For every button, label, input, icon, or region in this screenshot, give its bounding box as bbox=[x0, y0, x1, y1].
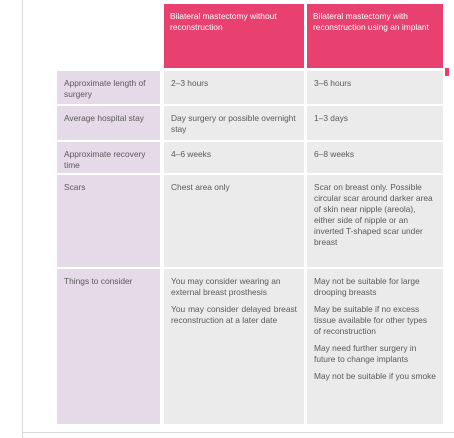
column-header-without-reconstruction bbox=[164, 4, 304, 68]
cell-text: You may consider wearing an external breast prosthesis bbox=[171, 276, 281, 297]
table-cell bbox=[307, 71, 443, 104]
cell-text: 6–8 weeks bbox=[314, 149, 355, 159]
header-text: Bilateral mastectomy with reconstruction using an implant bbox=[313, 11, 429, 32]
column-header-with-implant bbox=[307, 4, 443, 68]
left-border bbox=[22, 0, 23, 438]
row-label-text: Things to consider bbox=[64, 276, 133, 286]
table-cell bbox=[164, 106, 304, 140]
cell-text: May need further surgery in future to change implants bbox=[314, 343, 417, 364]
table-cell bbox=[307, 106, 443, 140]
cell-text: May not be suitable if you smoke bbox=[314, 371, 436, 381]
cell-text: Day surgery or possible overnight stay bbox=[171, 113, 296, 134]
table-cell bbox=[164, 71, 304, 104]
row-label-recovery-time bbox=[57, 142, 160, 173]
cell-text: 1–3 days bbox=[314, 113, 348, 123]
table-cell bbox=[164, 175, 304, 267]
cell-text: Chest area only bbox=[171, 182, 230, 192]
row-label-text: Approximate recovery time bbox=[64, 149, 146, 170]
table-cell bbox=[164, 142, 304, 173]
row-label-text: Scars bbox=[64, 182, 86, 192]
row-label-scars bbox=[57, 175, 160, 267]
row-label-hospital-stay bbox=[57, 106, 160, 140]
row-label-text: Average hospital stay bbox=[64, 113, 144, 123]
header-text: Bilateral mastectomy without reconstruction bbox=[170, 11, 277, 32]
table-cell bbox=[307, 175, 443, 267]
cell-text: Scar on breast only. Possible circular scar around darker area of skin near nipple (areola), either side of nipple or an inverted T-shaped scar under breast bbox=[314, 182, 433, 247]
cell-text: You may consider delayed breast reconstruction at a later date bbox=[171, 304, 297, 325]
row-label-things-to-consider bbox=[57, 269, 160, 424]
table-cell bbox=[307, 269, 443, 424]
header-accent-bar bbox=[445, 68, 449, 76]
row-label-surgery-length bbox=[57, 71, 160, 104]
cell-text: 3–6 hours bbox=[314, 78, 352, 88]
cell-text: 2–3 hours bbox=[171, 78, 209, 88]
cell-text: May be suitable if no excess tissue available for other types of reconstruction bbox=[314, 304, 428, 336]
table-cell bbox=[164, 269, 304, 424]
table-cell bbox=[307, 142, 443, 173]
row-label-text: Approximate length of surgery bbox=[64, 78, 146, 99]
bottom-border bbox=[22, 432, 454, 433]
cell-text: May not be suitable for large drooping breasts bbox=[314, 276, 420, 297]
cell-text: 4–6 weeks bbox=[171, 149, 212, 159]
